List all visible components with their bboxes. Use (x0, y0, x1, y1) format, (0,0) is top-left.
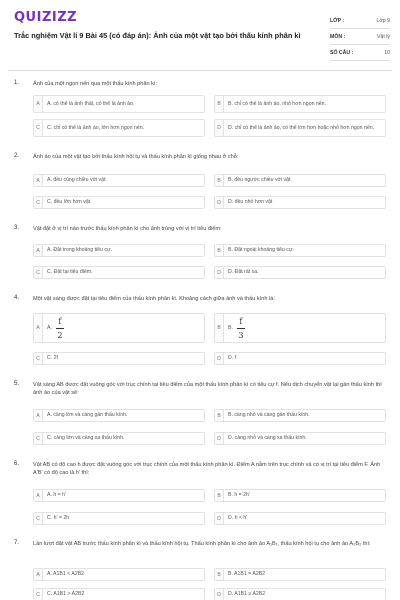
meta-label: MÔN : (330, 33, 346, 40)
document-header (0, 0, 400, 62)
option-d[interactable] (214, 432, 386, 445)
option-text: D. chỉ có thể là ảnh ảo, có thể lớn hơn hoặc nhỏ hơn ngọn nến. (228, 124, 375, 131)
option-b[interactable] (214, 409, 386, 422)
fraction (237, 317, 245, 340)
quizizz-logo: QUIZIZZ (14, 10, 78, 25)
option-text: B. đều ngược chiều với vật (228, 177, 291, 184)
option-text: C. đều lớn hơn vật (47, 199, 91, 206)
question-number: 4. (14, 295, 20, 301)
option-a[interactable] (33, 244, 205, 257)
option-c[interactable] (33, 512, 205, 525)
option-letter: B (215, 490, 224, 501)
option-text: C. càng lớn và càng xa thấu kính. (47, 435, 125, 442)
option-text: D. Đặt rất xa. (228, 269, 259, 276)
option-a[interactable] (33, 409, 205, 422)
option-letter: D (215, 353, 224, 364)
option-d[interactable] (214, 196, 386, 209)
document-title: Trắc nghiệm Vật lí 9 Bài 45 (có đáp án): Ảnh của một vật tạo bởi thấu kính phân kì (14, 31, 301, 40)
option-text: B. càng nhỏ và càng gần thấu kính. (228, 412, 310, 419)
option-letter: B (215, 410, 224, 421)
option-a[interactable] (33, 313, 205, 343)
meta-table (330, 13, 390, 61)
option-text: A. h = h' (47, 492, 67, 499)
fraction (56, 317, 64, 340)
option-text: C. A1B1 > A2B2 (47, 591, 85, 598)
option-letter: A (34, 96, 43, 112)
option-letter: D (215, 589, 224, 600)
option-c[interactable] (33, 588, 205, 600)
option-a[interactable] (33, 174, 205, 187)
option-text: B. chỉ có thể là ảnh ảo, nhỏ hơn ngọn nến. (228, 100, 327, 107)
option-letter: B (215, 314, 224, 342)
option-letter: A (34, 314, 43, 342)
option-a[interactable] (33, 95, 205, 113)
option-a[interactable] (33, 568, 205, 581)
option-c[interactable] (33, 432, 205, 445)
option-letter: C (34, 589, 43, 600)
question-text: Lần lượt đặt vật AB trước thấu kính phân kì và thấu kính hội tụ. Thấu kính phân kì cho ảnh ảo A₁B₁, thấu kính hội tụ cho ảnh ảo A₂B₂ thì: (33, 541, 371, 547)
option-a[interactable] (33, 489, 205, 502)
option-b[interactable] (214, 174, 386, 187)
option-b[interactable] (214, 489, 386, 502)
option-text: A. (47, 324, 52, 331)
option-text: A. A1B1 < A2B2 (47, 571, 85, 578)
option-letter: B (215, 175, 224, 186)
option-d[interactable] (214, 266, 386, 279)
option-text: B. (228, 324, 233, 331)
option-letter: D (215, 513, 224, 524)
option-b[interactable] (214, 313, 386, 343)
option-c[interactable] (33, 119, 205, 137)
question-text: Vật sáng AB được đặt vuông góc với trục chính tại tiêu điểm của một thấu kính phân kì có tiêu cự f. Nếu dịch chuyển vật lại gần thấu kính thì ảnh ảo của vật sẽ: (33, 382, 382, 396)
option-letter: B (215, 245, 224, 256)
option-b[interactable] (214, 244, 386, 257)
question-text: Vật đặt ở vị trí nào trước thấu kính phân kì cho ảnh trùng với vị trí tiêu điểm: (33, 226, 222, 232)
option-letter: D (215, 267, 224, 278)
option-text: C. 2f (47, 355, 58, 362)
option-letter: A (34, 175, 43, 186)
option-d[interactable] (214, 352, 386, 365)
option-text: B. h = 2h' (228, 492, 250, 499)
meta-value: 10 (384, 49, 390, 56)
option-text: D. f (228, 355, 237, 362)
meta-row-count (330, 45, 390, 61)
option-letter: B (215, 96, 224, 112)
option-text: A. đều cùng chiều với vật (47, 177, 106, 184)
option-d[interactable] (214, 119, 386, 137)
option-letter: C (34, 197, 43, 208)
option-letter: D (215, 433, 224, 444)
option-letter: C (34, 267, 43, 278)
option-b[interactable] (214, 568, 386, 581)
question-number: 1. (14, 80, 20, 86)
option-letter: C (34, 433, 43, 444)
fraction-denominator: 3 (238, 330, 244, 340)
question-number: 6. (14, 461, 20, 467)
option-text: C. Đặt tại tiêu điểm. (47, 269, 93, 276)
question-number: 7. (14, 540, 20, 546)
option-c[interactable] (33, 196, 205, 209)
fraction-bar (56, 328, 64, 329)
option-d[interactable] (214, 588, 386, 600)
option-text: A. Đặt trong khoảng tiêu cự. (47, 247, 112, 254)
option-text: C. chỉ có thể là ảnh ảo, lớn hơn ngọn nến. (47, 124, 145, 131)
option-letter: A (34, 245, 43, 256)
option-text: D. đều nhỏ hơn vật (228, 199, 273, 206)
option-letter: C (34, 513, 43, 524)
option-text: B. Đặt ngoài khoảng tiêu cự. (228, 247, 294, 254)
option-text: A. có thể là ảnh thật, có thể là ảnh ảo. (47, 100, 135, 107)
option-text: B. A1B1 = A2B2 (228, 571, 266, 578)
option-text: C. h' = 2h (47, 515, 70, 522)
meta-label: SỐ CÂU : (330, 49, 354, 56)
header-divider (8, 70, 392, 71)
option-letter: C (34, 353, 43, 364)
meta-value: Lớp 9 (376, 17, 390, 24)
question-number: 3. (14, 225, 20, 231)
fraction-denominator: 2 (57, 330, 63, 340)
meta-value: Vật lý (377, 33, 390, 40)
option-c[interactable] (33, 266, 205, 279)
option-letter: B (215, 569, 224, 580)
question-text: Ảnh của một ngọn nến qua một thấu kính phân kì: (33, 81, 158, 87)
option-letter: A (34, 490, 43, 501)
question-text: Vật AB có độ cao h được đặt vuông góc với trục chính của một thấu kính phân kì. Điểm A nằm trên trục chính và có vị trí tại tiêu điểm F. Ảnh A'B' có độ cao là h' thì: (33, 462, 381, 476)
question-number: 2. (14, 153, 20, 159)
fraction-bar (237, 328, 245, 329)
option-text: D. h < h' (228, 515, 248, 522)
fraction-numerator: f (58, 316, 62, 326)
meta-label: LỚP : (330, 17, 345, 24)
option-c[interactable] (33, 352, 205, 365)
meta-row-subject (330, 29, 390, 45)
fraction-numerator: f (239, 316, 243, 326)
option-d[interactable] (214, 512, 386, 525)
question-number: 5. (14, 381, 20, 387)
option-letter: A (34, 410, 43, 421)
option-letter: D (215, 197, 224, 208)
option-text: D. càng nhỏ và càng xa thấu kính. (228, 435, 307, 442)
option-text: D. A1B1 ≥ A2B2 (228, 591, 266, 598)
option-letter: A (34, 569, 43, 580)
question-text: Một vật sáng được đặt tại tiêu điểm của thấu kính phân kì. Khoảng cách giữa ảnh và thấu kính là: (33, 296, 275, 302)
option-b[interactable] (214, 95, 386, 113)
option-letter: C (34, 120, 43, 136)
meta-row-class (330, 13, 390, 29)
question-text: Ảnh ảo của một vật tạo bởi thấu kính hội tụ và thấu kính phân kì giống nhau ở chỗ: (33, 154, 239, 160)
option-letter: D (215, 120, 224, 136)
option-text: A. càng lớn và càng gần thấu kính. (47, 412, 128, 419)
